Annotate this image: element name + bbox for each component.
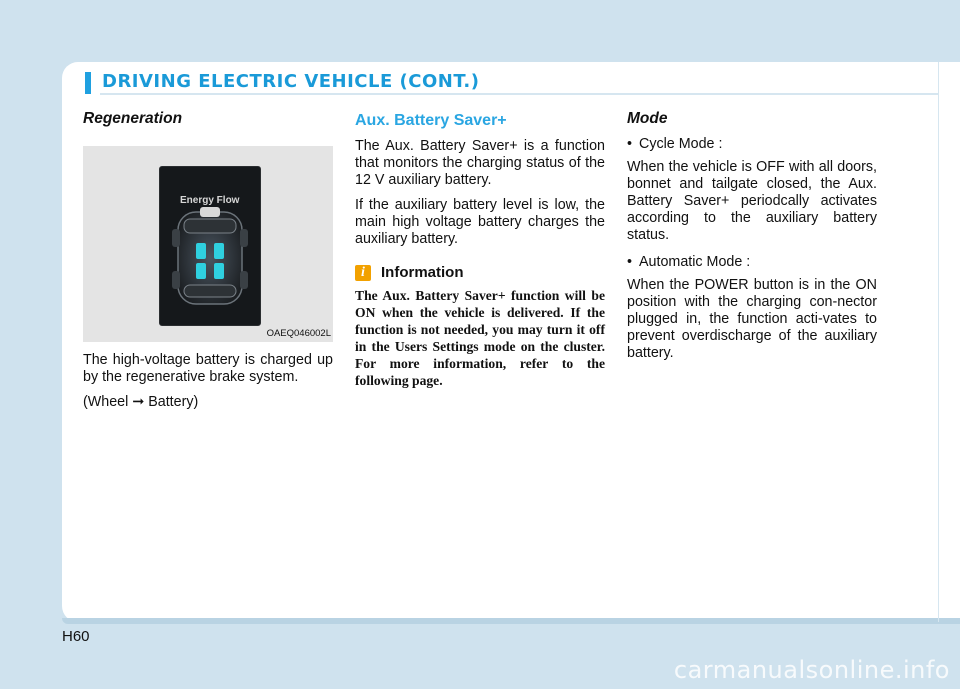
page-number: H60: [62, 628, 90, 645]
energy-flow-figure: [83, 146, 333, 342]
regeneration-paragraph: The high-voltage battery is charged up by the regenerative brake system.: [83, 352, 333, 385]
heading-mode: Mode: [627, 110, 668, 127]
cycle-mode-paragraph: When the vehicle is OFF with all doors, bonnet and tailgate closed, the Aux. Battery Saver+ periodcally activates according to the auxiliary battery status.: [627, 159, 877, 243]
figure-caption: OAEQ046002L: [266, 328, 331, 339]
column-regeneration: [83, 110, 333, 419]
aux-saver-paragraph-1: The Aux. Battery Saver+ is a function that monitors the charging status of the 12 V auxiliary battery.: [355, 138, 605, 188]
information-header: [355, 264, 605, 281]
watermark: carmanualsonline.info: [673, 656, 950, 684]
bullet-cycle-mode-label: Cycle Mode :: [639, 136, 723, 152]
wheel-battery-line: [83, 394, 333, 411]
battery-text: Battery): [144, 394, 199, 410]
wheel-text: (Wheel: [83, 394, 133, 410]
automatic-mode-paragraph: When the POWER button is in the ON position with the charging con-nector plugged in, the function acti-vates to prevent overdischarge of the auxiliary battery.: [627, 277, 877, 361]
column-aux-battery-saver: [355, 110, 605, 389]
right-margin-rule: [938, 62, 939, 622]
heading-aux-battery-saver: Aux. Battery Saver+: [355, 112, 507, 129]
bullet-automatic-mode: [627, 254, 877, 271]
bullet-automatic-mode-label: Automatic Mode :: [639, 254, 751, 270]
page-bottom-band: [62, 618, 960, 624]
bullet-cycle-mode: [627, 136, 877, 153]
screen-label: Energy Flow: [180, 195, 240, 206]
information-title: Information: [381, 264, 464, 281]
section-title-rule: [100, 93, 938, 95]
heading-regeneration: Regeneration: [83, 110, 183, 127]
section-accent-bar: [85, 72, 91, 94]
car-energy-flow-icon: [160, 167, 260, 325]
section-title: DRIVING ELECTRIC VEHICLE (CONT.): [102, 71, 480, 92]
bullet-dot: •: [627, 136, 633, 152]
bullet-dot: •: [627, 254, 633, 270]
cluster-screen-image: [159, 166, 261, 326]
information-icon: i: [355, 265, 371, 281]
arrow-icon: ➞: [132, 394, 145, 410]
information-body: The Aux. Battery Saver+ function will be ON when the vehicle is delivered. If the function is not needed, you may turn it off in the Users Settings mode on the cluster. For more information, refer to the following page.: [355, 288, 605, 388]
column-mode: [627, 110, 877, 370]
aux-saver-paragraph-2: If the auxiliary battery level is low, the main high voltage battery charges the auxiliary battery.: [355, 197, 605, 247]
